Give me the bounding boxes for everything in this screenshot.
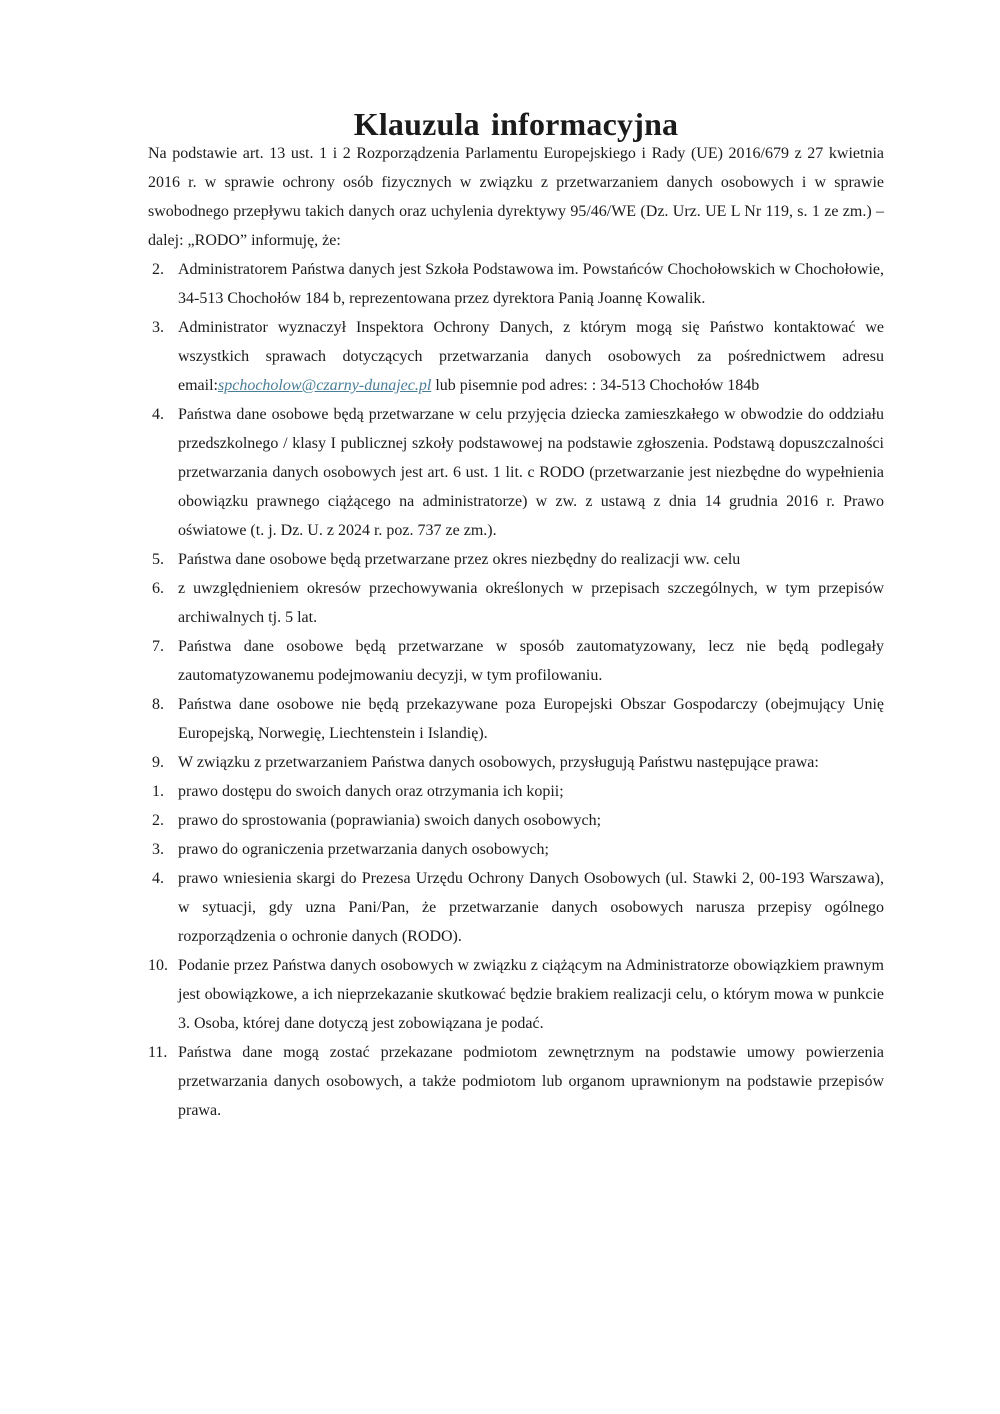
list-item-text: z uwzględnieniem okresów przechowywania określonych w przepisach szczególnych, w tym przepisów archiwalnych tj. 5 lat. [178, 580, 884, 626]
list-item-number: 4. [152, 870, 164, 887]
text-before-email: Administrator wyznaczył Inspektora Ochrony Danych, z którym mogą się Państwo kontaktować we wszystkich sprawach dotyczących przetwarzania danych osobowych za pośrednictwem adresu email: [178, 319, 884, 394]
document-title: Klauzula informacyjna [353, 106, 679, 142]
list-item-number: 9. [152, 754, 164, 771]
list-item-external-entities [148, 1038, 884, 1125]
list-item-number: 5. [152, 551, 164, 568]
list-item-number: 4. [152, 406, 164, 423]
list-item-number: 3. [152, 319, 164, 336]
intro-paragraph: Na podstawie art. 13 ust. 1 i 2 Rozporządzenia Parlamentu Europejskiego i Rady (UE) 2016/679 z 27 kwietnia 2016 r. w sprawie ochrony osób fizycznych w związku z przetwarzaniem danych osobowych i w sprawie swobodnego przepływu takich danych oraz uchylenia dyrektywy 95/46/WE (Dz. Urz. UE L Nr 119, s. 1 ze zm.) – dalej: „RODO” informuję, że: [148, 145, 884, 249]
list-item-archival-rules [148, 574, 884, 632]
list-item-processing-purpose [148, 400, 884, 545]
list-item-administrator [148, 255, 884, 313]
list-item-number: 1. [152, 783, 164, 800]
list-item-text: Państwa dane mogą zostać przekazane podmiotom zewnętrznym na podstawie umowy powierzenia przetwarzania danych osobowych, a także podmiotom lub organom uprawnionym na podstawie przepisów prawa. [178, 1044, 884, 1119]
list-item-number: 11. [148, 1044, 168, 1061]
list-item-rights-intro [148, 748, 884, 777]
sub-item-right-rectification [148, 806, 884, 835]
list-item-text: prawo do ograniczenia przetwarzania danych osobowych; [178, 841, 549, 858]
list-item-text: Administratorem Państwa danych jest Szkoła Podstawowa im. Powstańców Chochołowskich w Chochołowie, 34-513 Chochołów 184 b, reprezentowana przez dyrektora Panią Joannę Kowalik. [178, 261, 884, 307]
list-item-text [178, 313, 884, 400]
sub-item-right-complaint [148, 864, 884, 951]
list-item-eea-transfer [148, 690, 884, 748]
list-item-number: 10. [148, 957, 168, 974]
list-item-number: 7. [152, 638, 164, 655]
list-item-retention-period [148, 545, 884, 574]
list-item-text: prawo wniesienia skargi do Prezesa Urzędu Ochrony Danych Osobowych (ul. Stawki 2, 00-193 Warszawa), w sytuacji, gdy uzna Pani/Pan, że przetwarzanie danych osobowych narusza przepisy ogólnego rozporządzenia o ochronie danych (RODO). [178, 870, 884, 945]
sub-item-right-access [148, 777, 884, 806]
list-item-number: 3. [152, 841, 164, 858]
list-item-number: 6. [152, 580, 164, 597]
list-item-inspector-contact [148, 313, 884, 400]
list-item-text: W związku z przetwarzaniem Państwa danych osobowych, przysługują Państwu następujące prawa: [178, 754, 819, 771]
list-item-text: Państwa dane osobowe będą przetwarzane przez okres niezbędny do realizacji ww. celu [178, 551, 741, 568]
list-item-number: 2. [152, 261, 164, 278]
list-item-automated-processing [148, 632, 884, 690]
list-item-data-obligation [148, 951, 884, 1038]
list-item-text: Państwa dane osobowe będą przetwarzane w celu przyjęcia dziecka zamieszkałego w obwodzie do oddziału przedszkolnego / klasy I publicznej szkoły podstawowej na podstawie zgłoszenia. Podstawą dopuszczalności przetwarzania danych osobowych jest art. 6 ust. 1 lit. c RODO (przetwarzanie jest niezbędne do wypełnienia obowiązku prawnego ciążącego na administratorze) w zw. z ustawą z dnia 14 grudnia 2016 r. Prawo oświatowe (t. j. Dz. U. z 2024 r. poz. 737 ze zm.). [178, 406, 884, 539]
list-item-text: prawo dostępu do swoich danych oraz otrzymania ich kopii; [178, 783, 564, 800]
sub-item-right-restriction [148, 835, 884, 864]
list-item-text: prawo do sprostowania (poprawiania) swoich danych osobowych; [178, 812, 602, 829]
list-item-text: Podanie przez Państwa danych osobowych w związku z ciążącym na Administratorze obowiązkiem prawnym jest obowiązkowe, a ich nieprzekazanie skutkować będzie brakiem realizacji celu, o którym mowa w punkcie 3. Osoba, której dane dotyczą jest zobowiązana je podać. [178, 957, 884, 1032]
text-after-email: lub pisemnie pod adres: : 34-513 Chochołów 184b [431, 377, 760, 394]
list-item-text: Państwa dane osobowe nie będą przekazywane poza Europejski Obszar Gospodarczy (obejmujący Unię Europejską, Norwegię, Liechtenstein i Islandię). [178, 696, 884, 742]
list-item-text: Państwa dane osobowe będą przetwarzane w sposób zautomatyzowany, lecz nie będą podlegały zautomatyzowanemu podejmowaniu decyzji, w tym profilowaniu. [178, 638, 884, 684]
list-item-number: 2. [152, 812, 164, 829]
email-link[interactable]: spchocholow@czarny-dunajec.pl [217, 377, 432, 394]
list-item-number: 8. [152, 696, 164, 713]
